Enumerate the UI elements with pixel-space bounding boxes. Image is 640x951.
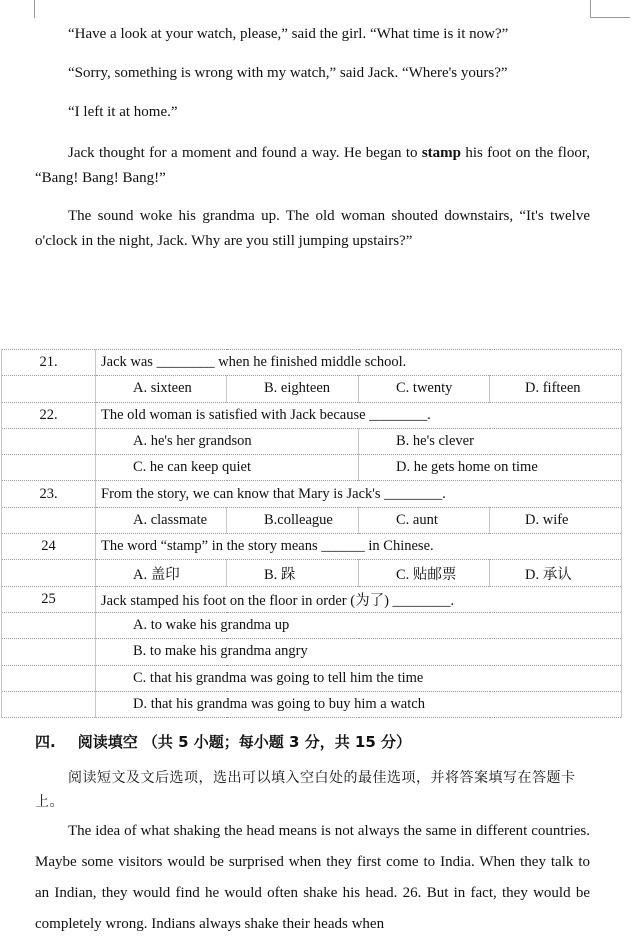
section-number: 四. xyxy=(35,733,56,751)
option-d[interactable]: D. 承认 xyxy=(490,560,622,586)
question-table xyxy=(1,349,622,718)
question-row xyxy=(2,586,622,612)
question-row xyxy=(2,534,622,560)
blank-cell xyxy=(2,691,96,717)
question-stem: Jack was ________ when he finished middle school. xyxy=(96,350,622,376)
options-row xyxy=(2,376,622,402)
story-paragraph-1: “Have a look at your watch, please,” said the girl. “What time is it now?” xyxy=(68,26,509,42)
option-b[interactable]: B. to make his grandma angry xyxy=(96,639,622,665)
option-d[interactable]: D. fifteen xyxy=(490,376,622,402)
crop-mark-top-right-h xyxy=(590,17,630,18)
options-row xyxy=(2,560,622,586)
question-stem: Jack stamped his foot on the floor in order (为了) ________. xyxy=(96,586,622,612)
question-row xyxy=(2,402,622,428)
option-b[interactable]: B.colleague xyxy=(227,507,359,533)
option-d[interactable]: D. that his grandma was going to buy him a watch xyxy=(96,691,622,717)
blank-cell xyxy=(2,507,96,533)
crop-mark-top-right xyxy=(590,0,591,18)
question-row xyxy=(2,350,622,376)
blank-cell xyxy=(2,665,96,691)
options-row xyxy=(2,639,622,665)
story-paragraph-3: “I left it at home.” xyxy=(68,104,178,120)
question-stem: The word “stamp” in the story means ______ in Chinese. xyxy=(96,534,622,560)
blank-cell xyxy=(2,455,96,481)
option-b[interactable]: B. 跺 xyxy=(227,560,359,586)
section-title: 阅读填空 （共 5 小题；每小题 3 分，共 15 分） xyxy=(77,733,412,751)
blank-cell xyxy=(2,639,96,665)
section-instruction: 阅读短文及文后选项，选出可以填入空白处的最佳选项，并将答案填写在答题卡上。 xyxy=(35,770,576,810)
story-paragraph-5: The sound woke his grandma up. The old woman shouted downstairs, “It's twelve o'clock in the night, Jack. Why are you still jumping upstairs?” xyxy=(35,208,590,249)
option-a[interactable]: A. classmate xyxy=(96,507,227,533)
question-stem: From the story, we can know that Mary is Jack's ________. xyxy=(96,481,622,507)
question-row xyxy=(2,481,622,507)
option-c[interactable]: C. 贴邮票 xyxy=(359,560,490,586)
story-text: his foot on the floor, “Bang! Bang! Bang!” xyxy=(35,145,590,186)
blank-cell xyxy=(2,560,96,586)
stamp-keyword: stamp xyxy=(421,145,462,161)
question-number: 21. xyxy=(2,350,96,376)
option-c[interactable]: C. twenty xyxy=(359,376,490,402)
section-passage: The idea of what shaking the head means is not always the same in different countries. Maybe some visitors would be surprised when they first come to India. When they talk to an Indian, they would find he would often shake his head. 26. But in fact, they would be completely wrong. Indians always shake their heads when xyxy=(35,823,590,932)
option-d[interactable]: D. wife xyxy=(490,507,622,533)
option-c[interactable]: C. that his grandma was going to tell him the time xyxy=(96,665,622,691)
blank-cell xyxy=(2,376,96,402)
question-number: 24 xyxy=(2,534,96,560)
option-a[interactable]: A. 盖印 xyxy=(96,560,227,586)
question-number: 25 xyxy=(2,586,96,612)
options-row xyxy=(2,507,622,533)
story-text: Jack thought for a moment and found a way. He began to xyxy=(68,145,422,161)
options-row xyxy=(2,691,622,717)
option-c[interactable]: C. he can keep quiet xyxy=(96,455,359,481)
options-row xyxy=(2,665,622,691)
story-paragraph-2: “Sorry, something is wrong with my watch,” said Jack. “Where's yours?” xyxy=(68,65,508,81)
options-row xyxy=(2,428,622,454)
question-number: 23. xyxy=(2,481,96,507)
blank-cell xyxy=(2,612,96,638)
blank-cell xyxy=(2,428,96,454)
options-row xyxy=(2,455,622,481)
crop-mark-top-left xyxy=(34,0,35,18)
option-c[interactable]: C. aunt xyxy=(359,507,490,533)
option-a[interactable]: A. sixteen xyxy=(96,376,227,402)
option-b[interactable]: B. he's clever xyxy=(359,428,622,454)
story-paragraph-4 xyxy=(35,141,590,191)
question-number: 22. xyxy=(2,402,96,428)
option-a[interactable]: A. to wake his grandma up xyxy=(96,612,622,638)
section-heading xyxy=(35,730,433,754)
option-a[interactable]: A. he's her grandson xyxy=(96,428,359,454)
option-d[interactable]: D. he gets home on time xyxy=(359,455,622,481)
option-b[interactable]: B. eighteen xyxy=(227,376,359,402)
options-row xyxy=(2,612,622,638)
question-stem: The old woman is satisfied with Jack because ________. xyxy=(96,402,622,428)
